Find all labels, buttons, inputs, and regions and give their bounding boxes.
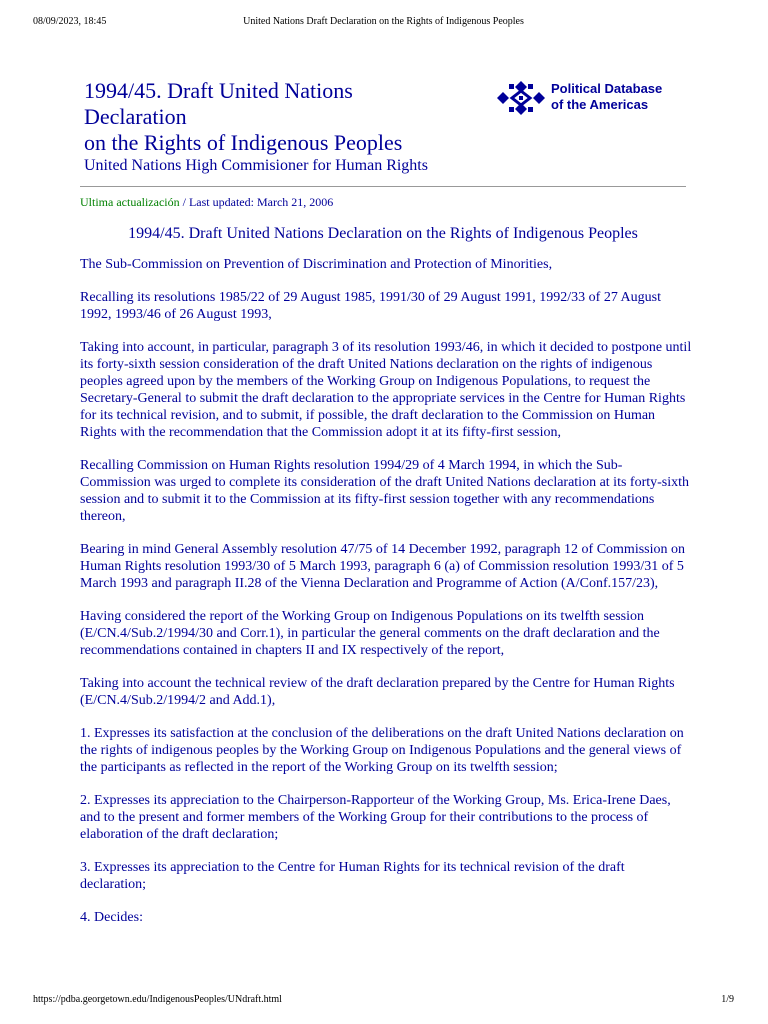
page-title-line-2: Declaration [84, 104, 187, 129]
pdba-logo-text [551, 81, 662, 113]
last-updated-spanish: Ultima actualización [80, 195, 180, 209]
page-title-line-1: 1994/45. Draft United Nations [84, 78, 353, 103]
page-title-line-3: on the Rights of Indigenous Peoples [84, 130, 403, 155]
last-updated-separator: / [179, 195, 189, 209]
print-header [33, 16, 734, 30]
document-heading: 1994/45. Draft United Nations Declaration on the Rights of Indigenous Peoples [128, 225, 638, 242]
paragraph: The Sub-Commission on Prevention of Discrimination and Protection of Minorities, [80, 257, 553, 272]
header-divider [80, 186, 686, 187]
paragraph: Taking into account the technical review of the draft declaration prepared by the Centre for Human Rights (E/CN.4/Sub.2/1994/2 and Add.1), [80, 676, 675, 708]
pdba-logo[interactable] [497, 79, 687, 119]
paragraph: 2. Expresses its appreciation to the Chairperson-Rapporteur of the Working Group, Ms. Erica-Irene Daes, and to the present and former members of the Working Group for their contributions to the process of elaboration of the draft declaration; [80, 793, 671, 842]
page-title [84, 78, 484, 156]
print-page-title: United Nations Draft Declaration on the Rights of Indigenous Peoples [243, 16, 524, 27]
paragraph: Having considered the report of the Working Group on Indigenous Populations on its twelfth session (E/CN.4/Sub.2/1994/30 and Corr.1), in particular the general comments on the draft declaration and the recommendations contained in chapters II and IX respectively of the report, [80, 609, 660, 658]
last-updated [80, 195, 333, 210]
print-datetime: 08/09/2023, 18:45 [33, 16, 107, 27]
paragraph: 4. Decides: [80, 910, 143, 925]
logo-text-line-1: Political Database [551, 81, 663, 96]
page-subtitle: United Nations High Commisioner for Human Rights [84, 157, 428, 174]
paragraph: 3. Expresses its appreciation to the Centre for Human Rights for its technical revision of the draft declaration; [80, 860, 625, 892]
document-body [80, 256, 692, 942]
page-indicator: 1/9 [721, 994, 734, 1005]
paragraph: 1. Expresses its satisfaction at the conclusion of the deliberations on the draft United Nations declaration on the rights of indigenous peoples by the Working Group on Indigenous Populations and the general views of the participants as reflected in the report of the Working Group on its twelfth session; [80, 726, 684, 775]
paragraph: Recalling its resolutions 1985/22 of 29 August 1985, 1991/30 of 29 August 1991, 1992/33 of 27 August 1992, 1993/46 of 26 August 1993, [80, 290, 661, 322]
print-footer [33, 994, 734, 1008]
print-url: https://pdba.georgetown.edu/IndigenousPeoples/UNdraft.html [33, 994, 282, 1005]
pdba-logo-icon [497, 79, 545, 117]
paragraph: Bearing in mind General Assembly resolution 47/75 of 14 December 1992, paragraph 12 of Commission on Human Rights resolution 1993/30 of 5 March 1993, paragraph 6 (a) of Commission resolution 1993/31 of 5 March 1993 and paragraph II.28 of the Vienna Declaration and Programme of Action (A/Conf.157/23), [80, 542, 686, 591]
paragraph: Recalling Commission on Human Rights resolution 1994/29 of 4 March 1994, in which the Sub-Commission was urged to complete its consideration of the draft United Nations declaration at its forty-sixth session and to submit it to the Commission at its fifty-first session together with any recommendations thereon, [80, 458, 690, 524]
logo-text-line-2: of the Americas [551, 97, 649, 112]
paragraph: Taking into account, in particular, paragraph 3 of its resolution 1993/46, in which it decided to postpone until its forty-sixth session consideration of the draft United Nations declaration on the rights of indigenous peoples agreed upon by the members of the Working Group on Indigenous Populations, to request the Secretary-General to submit the draft declaration to the appropriate services in the Centre for Human Rights for its technical revision, and to submit, if possible, the draft declaration to the Commission on Human Rights with the recommendation that the Commission adopt it at its fifty-first session, [80, 340, 692, 440]
last-updated-english: Last updated: March 21, 2006 [188, 195, 334, 209]
